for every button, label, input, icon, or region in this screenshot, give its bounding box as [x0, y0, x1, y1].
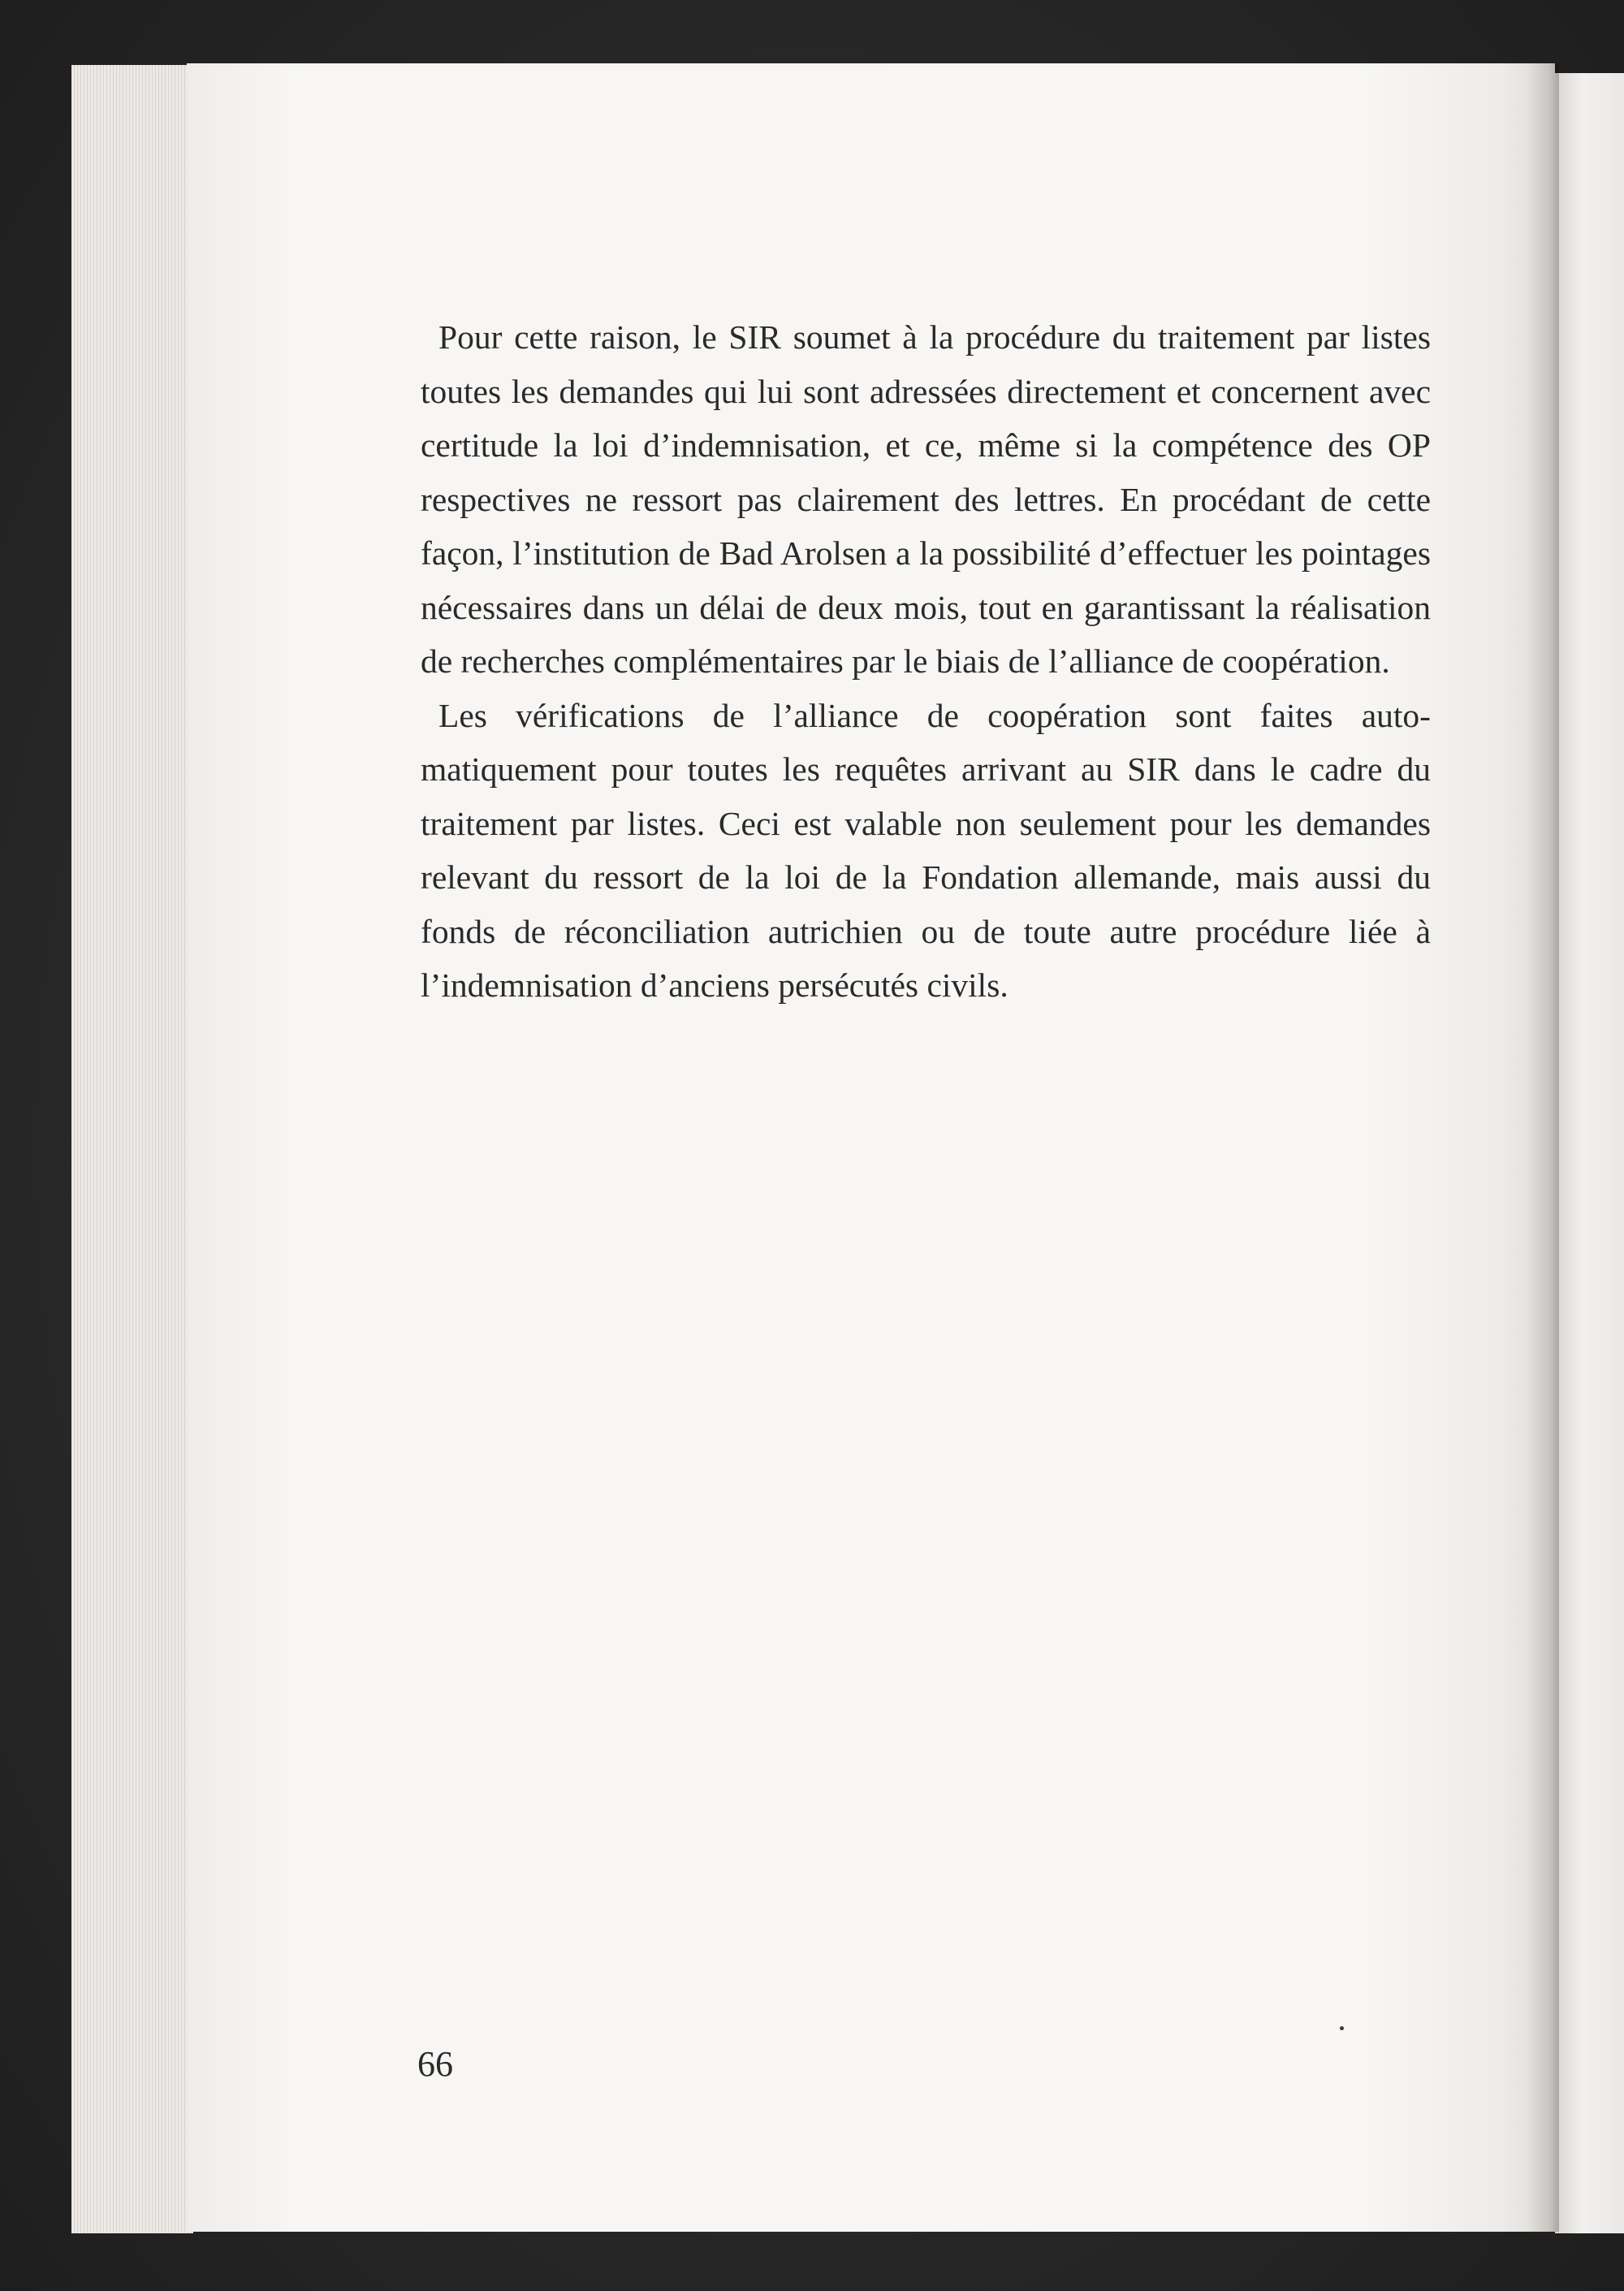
body-text — [421, 310, 1431, 1013]
page-number: 66 — [417, 2044, 453, 2084]
facing-page-edge — [1555, 73, 1624, 2233]
paragraph-1: Pour cette raison, le SIR soumet à la procédure du traitement par listes toutes les demandes qui lui sont adressées directement et concernent avec certitude la loi d’indemnisation, et ce, même si la compétence des OP respectives ne ressort pas clairement des lettres. En procédant de cette façon, l’institution de Bad Arolsen a la possibilité d’effectuer les pointages nécessaires dans un délai de deux mois, tout en garantissant la réalisation de recherches complémentaires par le biais de l’alliance de coopération. — [421, 318, 1431, 680]
gutter-shadow — [1527, 63, 1559, 2232]
dust-speck — [1340, 2026, 1344, 2030]
page-stack-edges — [71, 65, 193, 2233]
paragraph-2: Les vérifications de l’alliance de coopération sont faites automatiquement pour toutes les requêtes arrivant au SIR dans le cadre du traitement par listes. Ceci est valable non seulement pour les demandes relevant du ressort de la loi de la Fondation allemande, mais aussi du fonds de réconciliation autrichien ou de toute autre procédure liée à l’indemnisation d’anciens persécutés civils. — [421, 696, 1431, 1004]
